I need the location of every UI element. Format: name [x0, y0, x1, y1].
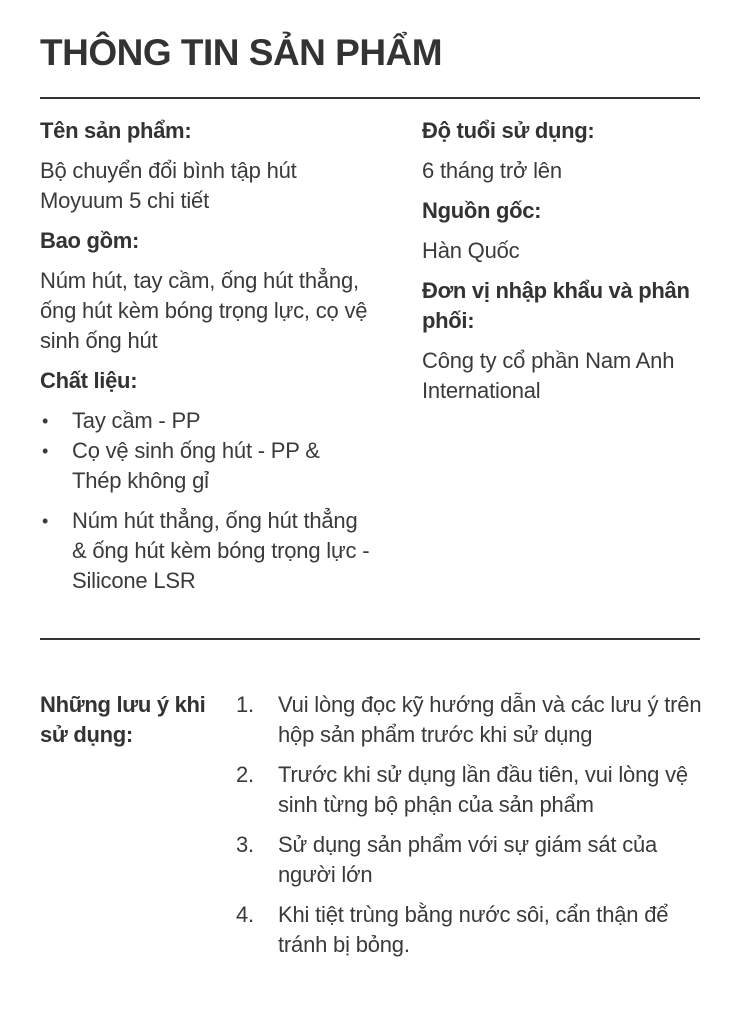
note-number: 2.: [236, 762, 254, 787]
age-value: 6 tháng trở lên: [422, 158, 562, 183]
usage-notes-list: [236, 690, 706, 970]
material-item: [40, 436, 370, 496]
material-label: Chất liệu:: [40, 368, 138, 393]
note-number: 4.: [236, 902, 254, 927]
note-text: Vui lòng đọc kỹ hướng dẫn và các lưu ý trên hộp sản phẩm trước khi sử dụng: [278, 692, 702, 747]
bullet-icon: •: [42, 441, 49, 461]
usage-notes-label: Những lưu ý khi sử dụng:: [40, 692, 206, 747]
bullet-icon: •: [42, 511, 49, 531]
material-item: [40, 406, 370, 436]
product-name-label: Tên sản phẩm:: [40, 118, 192, 143]
note-text: Khi tiệt trùng bằng nước sôi, cẩn thận để tránh bị bỏng.: [278, 902, 669, 957]
usage-note-item: [236, 690, 706, 750]
importer-value: Công ty cổ phần Nam Anh International: [422, 348, 675, 403]
material-item-text: Núm hút thẳng, ống hút thẳng & ống hút kèm bóng trọng lực - Silicone LSR: [72, 508, 370, 593]
usage-note-item: [236, 830, 706, 890]
middle-divider: [40, 638, 700, 640]
note-text: Trước khi sử dụng lần đầu tiên, vui lòng vệ sinh từng bộ phận của sản phẩm: [278, 762, 688, 817]
includes-label: Bao gồm:: [40, 228, 140, 253]
left-column: [40, 116, 370, 596]
material-item: [40, 506, 370, 596]
usage-note-item: [236, 900, 706, 960]
product-name-value: Bộ chuyển đổi bình tập hút Moyuum 5 chi tiết: [40, 158, 297, 213]
includes-value: Núm hút, tay cầm, ống hút thẳng, ống hút kèm bóng trọng lực, cọ vệ sinh ống hút: [40, 268, 368, 353]
origin-label: Nguồn gốc:: [422, 198, 542, 223]
note-number: 1.: [236, 692, 254, 717]
material-item-text: Tay cầm - PP: [72, 408, 201, 433]
importer-label: Đơn vị nhập khẩu và phân phối:: [422, 278, 690, 333]
right-column: [422, 116, 712, 416]
bullet-icon: •: [42, 411, 49, 431]
material-item-text: Cọ vệ sinh ống hút - PP & Thép không gỉ: [72, 438, 320, 493]
age-label: Độ tuổi sử dụng:: [422, 118, 595, 143]
top-divider: [40, 97, 700, 99]
usage-note-item: [236, 760, 706, 820]
material-list: [40, 406, 370, 596]
note-text: Sử dụng sản phẩm với sự giám sát của người lớn: [278, 832, 658, 887]
page-title: THÔNG TIN SẢN PHẨM: [40, 32, 443, 73]
note-number: 3.: [236, 832, 254, 857]
origin-value: Hàn Quốc: [422, 238, 520, 263]
